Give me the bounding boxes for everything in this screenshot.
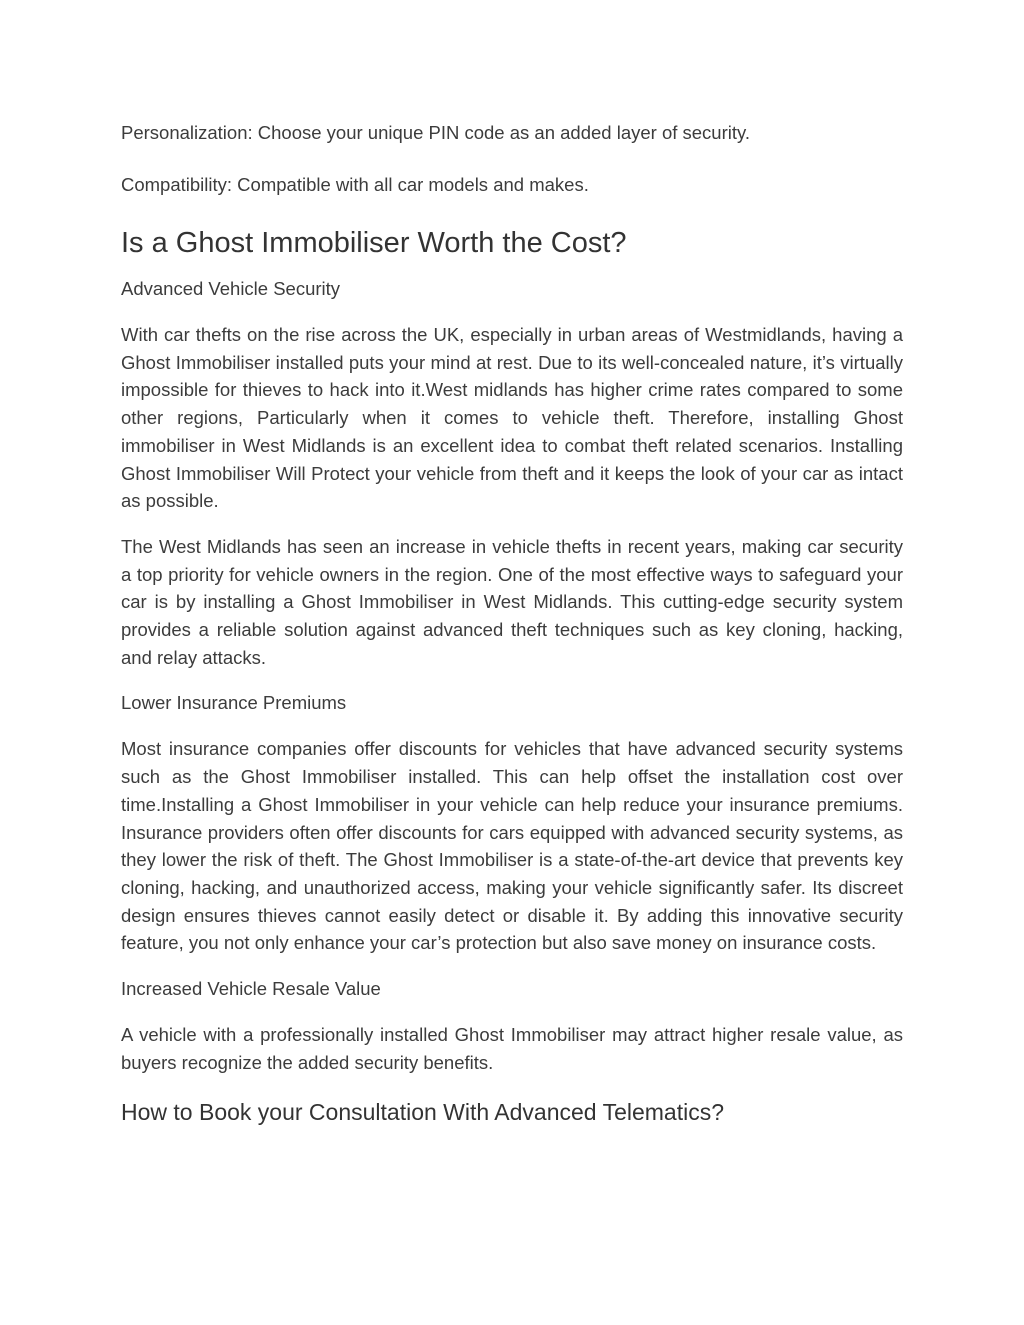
insurance-paragraph: Most insurance companies offer discounts for vehicles that have advanced security systems such as the Ghost Immobiliser installed. This can help offset the installation cost over time.Installing a Ghost Immobiliser in your vehicle can help reduce your insurance premiums. Insurance providers often offer discounts for cars equipped with advanced security systems, as they lower the risk of theft. The Ghost Immobiliser is a state-of-the-art device that prevents key cloning, hacking, and unauthorized access, making your vehicle significantly safer. Its discreet design ensures thieves cannot easily detect or disable it. By adding this innovative security feature, you not only enhance your car’s protection but also save money on insurance costs.	[121, 738, 903, 954]
compatibility-feature: Compatibility: Compatible with all car models and makes.	[121, 174, 589, 195]
insurance-subheading: Lower Insurance Premiums	[121, 692, 347, 714]
advanced-security-paragraph-1: With car thefts on the rise across the UK, especially in urban areas of Westmidlands, having a Ghost Immobiliser installed puts your mind at rest. Due to its well-concealed nature, it’s virtually impossible for thieves to hack into it.West midlands has higher crime rates compared to some other regions, Particularly when it comes to vehicle theft. Therefore, installing Ghost immobiliser in West Midlands is an excellent idea to combat theft related scenarios. Installing Ghost Immobiliser Will Protect your vehicle from theft and it keeps the look of your car as intact as possible.	[121, 324, 903, 512]
booking-heading: How to Book your Consultation With Advanced Telematics?	[121, 1099, 724, 1126]
personalization-feature: Personalization: Choose your unique PIN code as an added layer of security.	[121, 122, 751, 143]
resale-subheading: Increased Vehicle Resale Value	[121, 978, 381, 1000]
document-page	[121, 119, 903, 1128]
advanced-security-subheading: Advanced Vehicle Security	[121, 278, 341, 299]
advanced-security-paragraph-2: The West Midlands has seen an increase in vehicle thefts in recent years, making car security a top priority for vehicle owners in the region. One of the most effective ways to safeguard your car is by installing a Ghost Immobiliser in West Midlands. This cutting-edge security system provides a reliable solution against advanced theft techniques such as key cloning, hacking, and relay attacks.	[121, 535, 903, 668]
worth-the-cost-heading: Is a Ghost Immobiliser Worth the Cost?	[121, 227, 627, 259]
resale-paragraph: A vehicle with a professionally installed Ghost Immobiliser may attract higher resale value, as buyers recognize the added security benefits.	[121, 1024, 903, 1073]
